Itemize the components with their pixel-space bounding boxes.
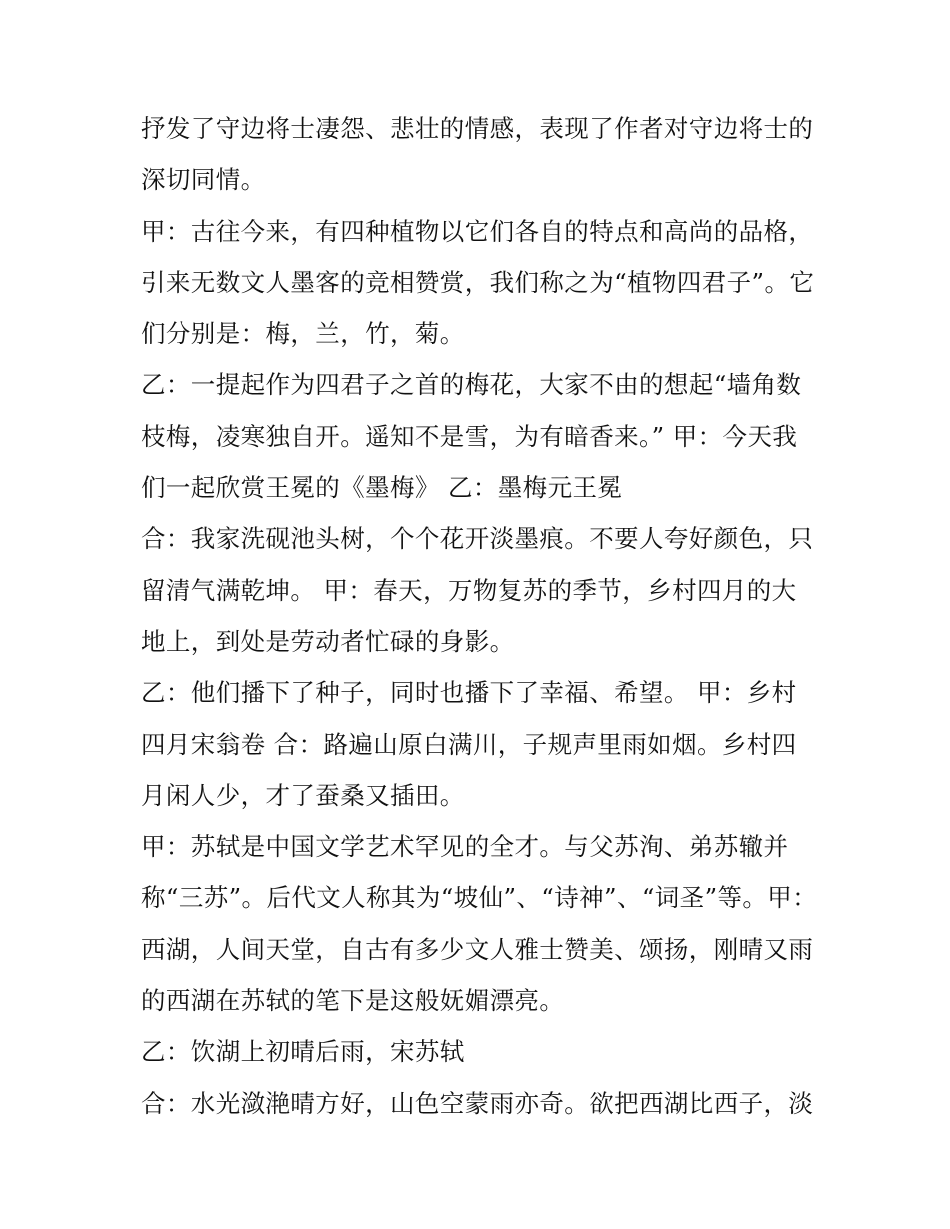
text-line: 乙：饮湖上初晴后雨，宋苏轼 bbox=[141, 1037, 465, 1067]
text-line: 称“三苏”。后代文人称其为“坡仙”、“诗神”、“词圣”等。甲： bbox=[141, 883, 818, 913]
text-line: 地上，到处是劳动者忙碌的身影。 bbox=[141, 626, 515, 656]
text-line: 们一起欣赏王冕的《墨梅》 乙：墨梅元王冕 bbox=[141, 473, 623, 503]
text-line: 抒发了守边将士凄怨、悲壮的情感，表现了作者对守边将士的 bbox=[141, 114, 814, 143]
text-line: 合：我家洗砚池头树，个个花开淡墨痕。不要人夸好颜色，只 bbox=[141, 524, 814, 554]
text-line: 深切同情。 bbox=[141, 165, 266, 195]
text-line: 月闲人少，才了蚕桑又插田。 bbox=[141, 780, 465, 810]
text-line: 甲：苏轼是中国文学艺术罕见的全才。与父苏洵、弟苏辙并 bbox=[141, 832, 789, 862]
body-text bbox=[141, 103, 821, 1129]
text-line: 合：水光潋滟晴方好，山色空蒙雨亦奇。欲把西湖比西子，淡 bbox=[141, 1088, 814, 1118]
text-line: 留清气满乾坤。 甲：春天，万物复苏的季节，乡村四月的大 bbox=[141, 575, 797, 605]
text-line: 枝梅，凌寒独自开。遥知不是雪，为有暗香来。” 甲：今天我 bbox=[141, 421, 798, 451]
text-line: 引来无数文人墨客的竞相赞赏，我们称之为“植物四君子”。它 bbox=[141, 267, 815, 297]
text-line: 乙：一提起作为四君子之首的梅花，大家不由的想起“墙角数 bbox=[141, 370, 802, 400]
text-line: 甲：古往今来，有四种植物以它们各自的特点和高尚的品格， bbox=[141, 216, 814, 246]
text-line: 的西湖在苏轼的笔下是这般妩媚漂亮。 bbox=[141, 986, 565, 1016]
text-line: 乙：他们播下了种子，同时也播下了幸福、希望。 甲：乡村 bbox=[141, 678, 797, 708]
text-line: 们分别是：梅，兰，竹，菊。 bbox=[141, 319, 465, 349]
text-line: 西湖，人间天堂，自古有多少文人雅士赞美、颂扬，刚晴又雨 bbox=[141, 934, 814, 964]
text-line: 四月宋翁卷 合：路遍山原白满川，子规声里雨如烟。乡村四 bbox=[141, 729, 797, 759]
